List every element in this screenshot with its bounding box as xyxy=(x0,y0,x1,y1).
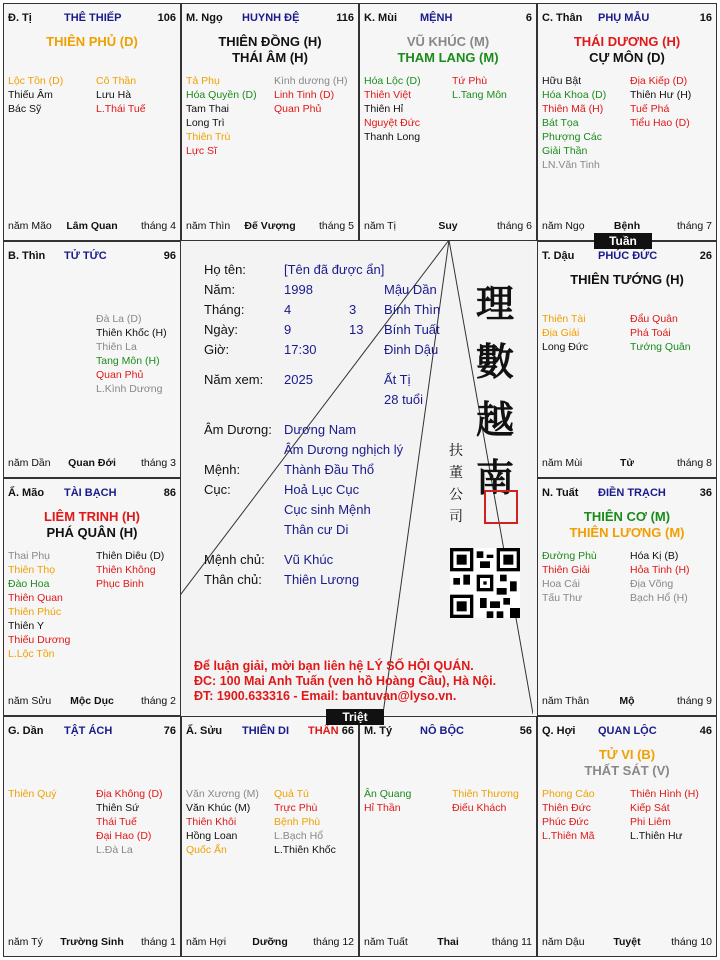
palace-stage: Quan Đới xyxy=(68,457,116,469)
minor-star: Bệnh Phù xyxy=(274,816,321,828)
palace-branch: B. Thìn xyxy=(8,250,46,262)
minor-star: Tứ Phù xyxy=(452,75,488,87)
minor-star: Kình dương (H) xyxy=(274,75,348,87)
small-calli-char: 董 xyxy=(449,465,463,481)
month-solar: 4 xyxy=(284,302,292,317)
qr-code-icon[interactable] xyxy=(450,548,520,618)
main-stars xyxy=(4,509,180,541)
palace-branch: K. Mùi xyxy=(364,12,397,24)
main-stars xyxy=(538,747,716,779)
minor-star: Cô Thần xyxy=(96,75,137,87)
main-star: THIÊN LƯƠNG (M) xyxy=(569,525,685,540)
main-star: THÁI ÂM (H) xyxy=(232,50,308,65)
minor-star: Thanh Long xyxy=(364,131,421,143)
minor-star: Thiên Khốc (H) xyxy=(96,327,167,339)
palace-stage: Lâm Quan xyxy=(66,220,118,232)
minor-star: L.Kình Dương xyxy=(96,383,163,395)
minor-star: Thiên Hình (H) xyxy=(630,788,699,800)
palace-header xyxy=(542,12,712,26)
minor-star: Thiên Hư (H) xyxy=(630,89,692,101)
minor-stars-left xyxy=(186,74,270,158)
palace-number: 36 xyxy=(699,487,712,499)
name-value: [Tên đã được ẩn] xyxy=(284,262,385,277)
palace-name: MỆNH xyxy=(420,12,453,24)
palace-year: năm Thìn xyxy=(186,220,231,232)
palace-header xyxy=(364,12,532,26)
palace-name: THÊ THIẾP xyxy=(64,12,122,24)
palace-number: 116 xyxy=(336,12,354,24)
minor-stars-right xyxy=(96,74,180,116)
minor-star: L.Bạch Hổ xyxy=(274,830,324,842)
minor-stars-right xyxy=(96,312,180,396)
palace-name: TỬ TỨC xyxy=(64,250,107,262)
minor-star: Thiên Khôi xyxy=(186,816,237,828)
palace-hoi[interactable] xyxy=(537,716,717,957)
calli-char: 數 xyxy=(475,339,514,384)
palace-stage: Dưỡng xyxy=(252,936,288,948)
palace-year: năm Dần xyxy=(8,457,51,469)
palace-number: 46 xyxy=(699,725,712,737)
palace-footer xyxy=(8,220,176,234)
palace-year: năm Mùi xyxy=(542,457,583,469)
month-label: Tháng: xyxy=(204,302,245,317)
palace-name: QUAN LỘC xyxy=(598,725,657,737)
cuc-3: Thân cư Di xyxy=(284,522,349,537)
minor-star: L.Tang Môn xyxy=(452,89,507,101)
main-star: THẤT SÁT (V) xyxy=(584,763,670,778)
minor-stars-right xyxy=(630,787,714,843)
palace-stage: Đế Vượng xyxy=(244,220,296,232)
palace-footer xyxy=(186,936,354,950)
minor-star: Bạch Hổ (H) xyxy=(630,592,688,604)
hour-can: Đinh Dậu xyxy=(384,342,439,357)
minor-star: Thiếu Âm xyxy=(8,89,53,101)
than-chu-value: Thiên Lương xyxy=(284,572,360,587)
palace-stage: Tuyệt xyxy=(613,936,641,948)
minor-star: LN.Văn Tinh xyxy=(542,159,600,171)
minor-star: Thiên Quan xyxy=(8,592,63,604)
palace-tuat[interactable] xyxy=(537,478,717,716)
palace-dau[interactable] xyxy=(537,241,717,478)
minor-star: Thiên La xyxy=(96,341,137,353)
main-stars xyxy=(538,272,716,288)
palace-header xyxy=(542,725,712,739)
palace-footer xyxy=(8,936,176,950)
minor-star: Tang Môn (H) xyxy=(96,355,160,367)
minor-stars-left xyxy=(8,787,92,801)
minor-stars-right xyxy=(630,74,714,130)
palace-branch: Ấ. Mão xyxy=(8,487,45,499)
tuan-tag: Tuần xyxy=(594,233,652,249)
minor-star: Phúc Đức xyxy=(542,816,589,828)
minor-star: Tướng Quân xyxy=(630,341,691,353)
minor-star: Tam Thai xyxy=(186,103,229,115)
palace-branch: N. Tuất xyxy=(542,487,579,499)
calli-char: 越 xyxy=(475,397,514,442)
minor-star: Đại Hao (D) xyxy=(96,830,152,842)
minor-star: Thiên Giải xyxy=(542,564,590,576)
palace-branch: C. Thân xyxy=(542,12,583,24)
palace-number: 86 xyxy=(163,487,176,499)
minor-stars-right xyxy=(96,549,180,591)
menh-value: Thành Đầu Thổ xyxy=(284,462,375,477)
palace-number: 26 xyxy=(699,250,712,262)
small-calli-char: 司 xyxy=(449,509,463,525)
palace-header xyxy=(8,250,176,264)
minor-star: Thái Tuế xyxy=(96,816,137,828)
minor-star: Lực Sĩ xyxy=(186,145,217,157)
day-label: Ngày: xyxy=(204,322,238,337)
year-label: Năm: xyxy=(204,282,236,297)
minor-star: Hữu Bật xyxy=(542,75,582,87)
palace-header xyxy=(186,12,354,26)
minor-star: Kiếp Sát xyxy=(630,802,670,814)
minor-star: Địa Võng xyxy=(630,578,674,590)
minor-star: Quan Phủ xyxy=(96,369,144,381)
palace-footer xyxy=(364,936,532,950)
palace-number: 96 xyxy=(163,250,176,262)
palace-footer xyxy=(8,695,176,709)
minor-star: Quốc Ấn xyxy=(186,844,227,856)
minor-stars-right xyxy=(452,74,536,102)
contact-phone-email[interactable]: ĐT: 1900.633316 - Email: bantuvan@lyso.vn. xyxy=(194,689,457,703)
minor-star: Văn Xương (M) xyxy=(186,788,259,800)
main-stars xyxy=(182,34,358,66)
minor-stars-left xyxy=(542,74,626,172)
minor-star: Thiên Đức xyxy=(542,802,592,814)
palace-header xyxy=(8,12,176,26)
minor-star: Hóa Quyền (D) xyxy=(186,89,257,101)
minor-star: Hóa Kị (B) xyxy=(630,550,679,562)
palace-number: 56 xyxy=(519,725,532,737)
palace-year: năm Tị xyxy=(364,220,396,232)
palace-number: 6 xyxy=(525,12,532,24)
palace-number: 106 xyxy=(157,12,176,24)
palace-month: tháng 6 xyxy=(496,220,532,232)
month-can: Bính Thìn xyxy=(384,302,441,317)
cuc-1: Hoả Lục Cục xyxy=(284,482,360,497)
calli-char: 理 xyxy=(475,281,514,326)
minor-star: L.Thiên Mã xyxy=(542,830,595,842)
amduong-2: Âm Dương nghịch lý xyxy=(284,442,404,457)
minor-star: Nguyệt Đức xyxy=(364,117,421,129)
palace-branch: Ấ. Sửu xyxy=(186,725,223,737)
main-stars xyxy=(4,34,180,50)
minor-star: Thiên Tài xyxy=(542,313,586,325)
palace-year: năm Sửu xyxy=(8,695,52,707)
palace-stage: Trường Sinh xyxy=(60,936,124,948)
minor-star: Hóa Lộc (D) xyxy=(364,75,421,87)
palace-footer xyxy=(364,220,532,234)
year-solar: 1998 xyxy=(284,282,313,297)
palace-footer xyxy=(186,220,354,234)
palace-branch: M. Ngọ xyxy=(186,12,223,24)
main-star: PHÁ QUÂN (H) xyxy=(46,525,138,540)
minor-star: L.Lộc Tồn xyxy=(8,648,55,660)
minor-star: Thiên Thương xyxy=(452,788,519,800)
palace-number: 76 xyxy=(163,725,176,737)
red-seal-icon xyxy=(484,490,518,524)
main-star: THIÊN TƯỚNG (H) xyxy=(570,272,684,287)
palace-month: tháng 8 xyxy=(676,457,712,469)
minor-stars-right xyxy=(274,787,358,857)
hour-value: 17:30 xyxy=(284,342,317,357)
minor-star: Giải Thần xyxy=(542,145,588,157)
palace-branch: Đ. Tị xyxy=(8,12,32,24)
palace-header xyxy=(8,725,176,739)
palace-month: tháng 1 xyxy=(140,936,176,948)
palace-month: tháng 5 xyxy=(318,220,354,232)
main-star: THIÊN PHỦ (D) xyxy=(46,34,138,49)
minor-stars-right xyxy=(96,787,180,857)
palace-header xyxy=(542,487,712,501)
palace-footer xyxy=(542,220,712,234)
palace-footer xyxy=(542,695,712,709)
hour-label: Giờ: xyxy=(204,342,230,357)
palace-month: tháng 12 xyxy=(313,936,354,948)
palace-number: 66 xyxy=(341,725,354,737)
minor-star: Thiên Thọ xyxy=(8,564,56,576)
palace-branch: G. Dần xyxy=(8,725,44,737)
main-star: LIÊM TRINH (H) xyxy=(43,509,141,524)
small-calligraphy xyxy=(446,440,466,528)
minor-star: Phục Binh xyxy=(96,578,144,590)
palace-stage: Mộ xyxy=(619,695,635,707)
palace-number: 16 xyxy=(699,12,712,24)
palace-than[interactable] xyxy=(537,3,717,241)
minor-star: Phá Toái xyxy=(630,327,671,339)
palace-name: THIÊN DI xyxy=(242,725,290,737)
palace-year: năm Mão xyxy=(8,220,52,232)
minor-star: Phong Cáo xyxy=(542,788,595,800)
palace-suu[interactable] xyxy=(181,716,359,957)
minor-star: L.Thiên Khốc xyxy=(274,844,336,856)
minor-star: Quả Tú xyxy=(274,788,309,800)
cuc-label: Cục: xyxy=(204,482,231,497)
minor-stars-left xyxy=(364,74,448,144)
minor-stars-left xyxy=(8,549,92,661)
palace-year: năm Ngọ xyxy=(542,220,585,232)
minor-star: Đào Hoa xyxy=(8,578,50,590)
minor-star: Thiên Diêu (D) xyxy=(96,550,165,562)
month-lunar: 3 xyxy=(349,302,357,317)
palace-name: PHÚC ĐỨC xyxy=(598,250,658,262)
main-star: TỬ VI (B) xyxy=(598,747,656,762)
amduong-label: Âm Dương: xyxy=(204,422,272,437)
palace-header xyxy=(186,725,354,739)
minor-star: Tiểu Hao (D) xyxy=(630,117,690,129)
palace-year: năm Tuất xyxy=(364,936,408,948)
name-label: Họ tên: xyxy=(204,262,246,277)
palace-ti[interactable] xyxy=(3,3,181,241)
small-calli-char: 扶 xyxy=(449,443,463,459)
minor-star: Bát Tọa xyxy=(542,117,579,129)
main-star: THIÊN CƠ (M) xyxy=(583,509,671,524)
minor-star: Tấu Thư xyxy=(542,592,583,604)
minor-star: Thai Phụ xyxy=(8,550,51,562)
than-cu-marker: THÂN xyxy=(308,725,339,737)
minor-star: Địa Giải xyxy=(542,327,580,339)
palace-name: TẬT ÁCH xyxy=(64,725,113,737)
palace-ty[interactable] xyxy=(359,716,537,957)
palace-stage: Bệnh xyxy=(613,220,641,232)
minor-star: Lưu Hà xyxy=(96,89,132,101)
palace-stage: Mộc Dục xyxy=(70,695,114,707)
main-star: THAM LANG (M) xyxy=(397,50,499,65)
minor-star: Thiên Quý xyxy=(8,788,57,800)
minor-stars-right xyxy=(274,74,358,116)
palace-year: năm Tý xyxy=(8,936,43,948)
palace-ngo[interactable] xyxy=(181,3,359,241)
main-stars xyxy=(538,509,716,541)
palace-thin[interactable] xyxy=(3,241,181,478)
menh-chu-value: Vũ Khúc xyxy=(284,552,334,567)
minor-star: L.Đà La xyxy=(96,844,133,856)
minor-star: Thiên Việt xyxy=(364,89,412,101)
minor-star: Long Đức xyxy=(542,341,589,353)
palace-stage: Tử xyxy=(619,457,635,469)
contact-address: ĐC: 100 Mai Anh Tuấn (ven hồ Hoàng Cầu), Hà Nội. xyxy=(194,674,497,688)
minor-star: Hóa Khoa (D) xyxy=(542,89,607,101)
small-calli-char: 公 xyxy=(449,487,463,503)
main-star: VŨ KHÚC (M) xyxy=(406,34,490,49)
palace-month: tháng 10 xyxy=(671,936,712,948)
minor-star: Địa Kiếp (D) xyxy=(630,75,688,87)
palace-month: tháng 2 xyxy=(140,695,176,707)
palace-year: năm Thân xyxy=(542,695,590,707)
palace-mao[interactable] xyxy=(3,478,181,716)
menh-chu-label: Mệnh chủ: xyxy=(204,552,265,567)
palace-month: tháng 3 xyxy=(140,457,176,469)
calligraphy-logo xyxy=(470,275,520,507)
minor-stars-left xyxy=(542,549,626,605)
minor-star: Phượng Các xyxy=(542,131,603,143)
minor-star: Linh Tinh (D) xyxy=(274,89,335,101)
palace-month: tháng 9 xyxy=(676,695,712,707)
minor-star: L.Thái Tuế xyxy=(96,103,146,115)
palace-header xyxy=(364,725,532,739)
palace-branch: T. Dậu xyxy=(542,250,575,262)
minor-star: Thiên Sứ xyxy=(96,802,140,814)
main-stars xyxy=(538,34,716,66)
palace-stage: Thai xyxy=(437,936,459,948)
palace-mui[interactable] xyxy=(359,3,537,241)
menh-label: Mệnh: xyxy=(204,462,241,477)
cuc-2: Cục sinh Mệnh xyxy=(284,502,371,517)
minor-star: Tuế Phá xyxy=(630,103,670,115)
minor-star: Đường Phù xyxy=(542,550,597,562)
minor-star: L.Thiên Hư xyxy=(630,830,683,842)
day-lunar: 13 xyxy=(349,322,364,337)
palace-footer xyxy=(542,936,712,950)
palace-header xyxy=(8,487,176,501)
palace-year: năm Dậu xyxy=(542,936,585,948)
age: 28 tuổi xyxy=(384,392,424,407)
minor-star: Điếu Khách xyxy=(452,802,507,814)
palace-month: tháng 4 xyxy=(140,220,176,232)
view-year: 2025 xyxy=(284,372,313,387)
than-chu-label: Thân chủ: xyxy=(204,572,262,587)
palace-footer xyxy=(8,457,176,471)
minor-star: Đẩu Quân xyxy=(630,313,678,325)
minor-star: Địa Không (D) xyxy=(96,788,163,800)
minor-star: Thiếu Dương xyxy=(8,634,71,646)
amduong-1: Dương Nam xyxy=(284,422,357,437)
view-year-label: Năm xem: xyxy=(204,372,264,387)
minor-star: Văn Khúc (M) xyxy=(186,802,251,814)
main-stars xyxy=(360,34,536,66)
minor-stars-left xyxy=(186,787,270,857)
minor-star: Ân Quang xyxy=(364,788,412,800)
minor-stars-left xyxy=(542,312,626,354)
triet-tag: Triệt xyxy=(326,709,384,725)
minor-star: Long Trì xyxy=(186,117,225,129)
day-solar: 9 xyxy=(284,322,292,337)
minor-star: Phi Liêm xyxy=(630,816,671,828)
minor-star: Tả Phụ xyxy=(186,75,220,87)
minor-star: Lộc Tồn (D) xyxy=(8,75,64,87)
year-can: Mậu Dần xyxy=(384,282,437,297)
palace-month: tháng 7 xyxy=(676,220,712,232)
minor-star: Thiên Phúc xyxy=(8,606,62,618)
palace-year: năm Hợi xyxy=(186,936,227,948)
minor-star: Thiên Không xyxy=(96,564,156,576)
minor-star: Thiên Y xyxy=(8,620,44,632)
calli-char: 南 xyxy=(475,455,514,500)
minor-stars-right xyxy=(630,312,714,354)
palace-stage: Suy xyxy=(438,220,458,232)
minor-star: Hỏa Tinh (H) xyxy=(630,564,690,576)
palace-branch: M. Tý xyxy=(364,725,393,737)
palace-name: TÀI BẠCH xyxy=(64,487,117,499)
minor-stars-right xyxy=(452,787,536,815)
minor-star: Hoa Cái xyxy=(542,578,580,590)
palace-dan[interactable] xyxy=(3,716,181,957)
view-year-can: Ất Tị xyxy=(384,372,411,387)
palace-month: tháng 11 xyxy=(491,936,532,948)
minor-star: Bác Sỹ xyxy=(8,103,42,115)
palace-branch: Q. Hợi xyxy=(542,725,576,737)
minor-star: Trực Phù xyxy=(274,802,318,814)
minor-star: Hồng Loan xyxy=(186,830,238,842)
day-can: Bính Tuất xyxy=(384,322,440,337)
minor-stars-left xyxy=(8,74,92,116)
palace-name: ĐIỀN TRẠCH xyxy=(598,487,666,499)
palace-name: HUYNH ĐỆ xyxy=(242,12,300,24)
palace-footer xyxy=(542,457,712,471)
minor-star: Thiên Hỉ xyxy=(364,103,404,115)
minor-star: Thiên Trù xyxy=(186,131,231,143)
main-star: THÁI DƯƠNG (H) xyxy=(573,34,681,49)
minor-stars-right xyxy=(630,549,714,605)
minor-stars-left xyxy=(364,787,448,815)
minor-star: Hỉ Thần xyxy=(364,802,401,814)
palace-name: NÔ BỘC xyxy=(420,725,464,737)
contact-line: Để luận giải, mời bạn liên hệ LÝ SỐ HỘI QUÁN. xyxy=(194,659,474,673)
minor-stars-left xyxy=(542,787,626,843)
contact-block xyxy=(194,659,534,704)
minor-star: Thiên Mã (H) xyxy=(542,103,604,115)
main-star: THIÊN ĐỒNG (H) xyxy=(218,34,322,49)
palace-name: PHỤ MẪU xyxy=(598,12,650,24)
minor-star: Quan Phủ xyxy=(274,103,322,115)
palace-header xyxy=(542,250,712,264)
minor-star: Đà La (D) xyxy=(96,313,142,325)
main-star: CỰ MÔN (D) xyxy=(589,50,665,65)
